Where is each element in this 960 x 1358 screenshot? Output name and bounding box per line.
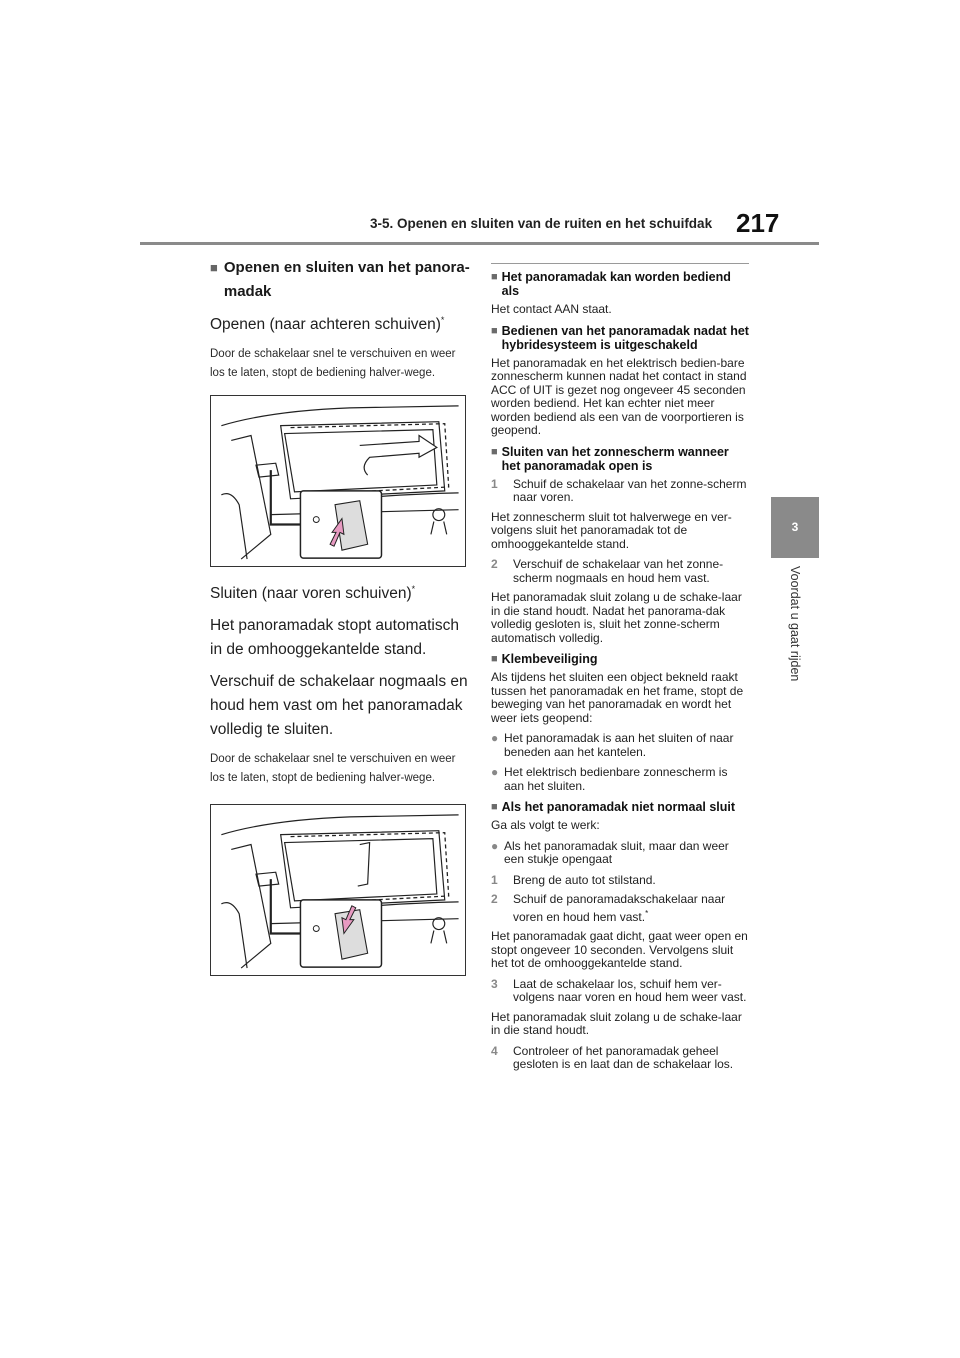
square-bullet-icon: ■ bbox=[491, 801, 498, 813]
heading-bediend: ■ Het panoramadak kan worden bediend als bbox=[491, 270, 731, 298]
chapter-label: Voordat u gaat rijden bbox=[788, 566, 802, 682]
paragraph: Het zonnescherm sluit tot halverwege en ver-volgens sluit het panoramadak tot de omhooggekantelde stand. bbox=[491, 509, 732, 551]
circle-bullet-icon: ● bbox=[491, 731, 499, 745]
paragraph: Het panoramadak gaat dicht, gaat weer open en stopt ongeveer 10 seconden. Vervolgens sluit het tot de omhooggekantelde stand. bbox=[491, 929, 748, 970]
square-bullet-icon: ■ bbox=[491, 653, 498, 665]
section-title: 3-5. Openen en sluiten van de ruiten en het schuifdak bbox=[370, 216, 713, 231]
paragraph: Het panoramadak en het elektrisch bedien-bare zonnescherm kunnen nadat het contact in stand ACC of UIT is gezet nog ongeveer 45 seconden worden bediend. Het kan echter niet meer worden bediend als een van de voorportieren is geopend. bbox=[491, 355, 747, 437]
square-bullet-icon: ■ bbox=[491, 271, 498, 283]
step-item: 3 Laat de schakelaar los, schuif hem ver-volgens naar voren en houd hem weer vast. bbox=[491, 976, 747, 1004]
section-heading bbox=[210, 256, 470, 304]
square-bullet-icon: ■ bbox=[491, 324, 498, 337]
heading-zonnescherm: ■ Sluiten van het zonnescherm wanneer het panoramadak open is bbox=[491, 444, 729, 473]
heading-klembeveiliging: ■ Klembeveiliging bbox=[491, 652, 598, 666]
step-item: 2 Verschuif de schakelaar van het zonne-scherm nogmaals en houd hem vast. bbox=[491, 557, 724, 585]
page-number: 217 bbox=[736, 208, 780, 238]
close-paragraph-2: Verschuif de schakelaar nogmaals en houd hem vast om het panoramadak volledig te sluiten. bbox=[210, 673, 468, 739]
circle-bullet-icon: ● bbox=[491, 838, 499, 853]
heading-text: Openen en sluiten van het panora-madak bbox=[223, 259, 470, 300]
square-bullet-icon: ■ bbox=[491, 445, 498, 458]
sunroof-open-illustration bbox=[211, 396, 465, 566]
close-paragraph-1: Het panoramadak stopt automatisch in de omhooggekantelde stand. bbox=[210, 617, 459, 659]
paragraph: Het contact AAN staat. bbox=[491, 302, 612, 316]
close-note: Door de schakelaar snel te verschuiven en weer los te laten, stopt de bediening halver-wege. bbox=[210, 753, 456, 785]
heading-niet-normaal: ■ Als het panoramadak niet normaal sluit bbox=[491, 800, 736, 814]
square-bullet-icon: ■ bbox=[210, 260, 218, 275]
paragraph: Als tijdens het sluiten een object bekneld raakt tussen het panoramadak en het frame, stopt de beweging van het panoramadak en wordt het weer iets geopend: bbox=[491, 670, 744, 725]
paragraph: Ga als volgt te werk: bbox=[491, 818, 600, 832]
left-column bbox=[210, 256, 470, 986]
sunroof-close-illustration bbox=[211, 805, 465, 975]
close-illustration bbox=[210, 804, 466, 976]
open-note: Door de schakelaar snel te verschuiven en weer los te laten, stopt de bediening halver-wege. bbox=[210, 348, 456, 380]
bullet-item: ● Als het panoramadak sluit, maar dan weer een stukje opengaat bbox=[491, 838, 729, 866]
bullet-item: ● Het elektrisch bedienbare zonnescherm is aan het sluiten. bbox=[491, 765, 728, 793]
step-item: 1 Schuif de schakelaar van het zonne-scherm naar voren. bbox=[491, 476, 747, 504]
header-rule bbox=[140, 242, 819, 245]
paragraph: Het panoramadak sluit zolang u de schake-laar in die stand houdt. bbox=[491, 1009, 742, 1037]
step-item: 1 Breng de auto tot stilstand. bbox=[491, 872, 656, 887]
right-column bbox=[491, 263, 749, 1078]
column-rule bbox=[491, 263, 749, 264]
close-title: Sluiten (naar voren schuiven)* bbox=[210, 584, 416, 603]
heading-uitgeschakeld: ■ Bedienen van het panoramadak nadat het hybridesysteem is uitgeschakeld bbox=[491, 323, 749, 352]
chapter-tab: 3 bbox=[771, 497, 819, 558]
open-title: Openen (naar achteren schuiven)* bbox=[210, 315, 445, 334]
step-item: 4 Controleer of het panoramadak geheel gesloten is en laat dan de schakelaar los. bbox=[491, 1043, 734, 1071]
bullet-item: ● Het panoramadak is aan het sluiten of naar beneden aan het kantelen. bbox=[491, 731, 734, 759]
open-illustration bbox=[210, 395, 466, 567]
paragraph: Het panoramadak sluit zolang u de schake-laar in die stand houdt. Nadat het panorama-dak volledig gesloten is, sluit het zonne-scherm automatisch volledig. bbox=[491, 590, 742, 645]
step-item: 2 Schuif de panoramadakschakelaar naar voren en houd hem vast.* bbox=[491, 892, 726, 924]
circle-bullet-icon: ● bbox=[491, 765, 499, 779]
